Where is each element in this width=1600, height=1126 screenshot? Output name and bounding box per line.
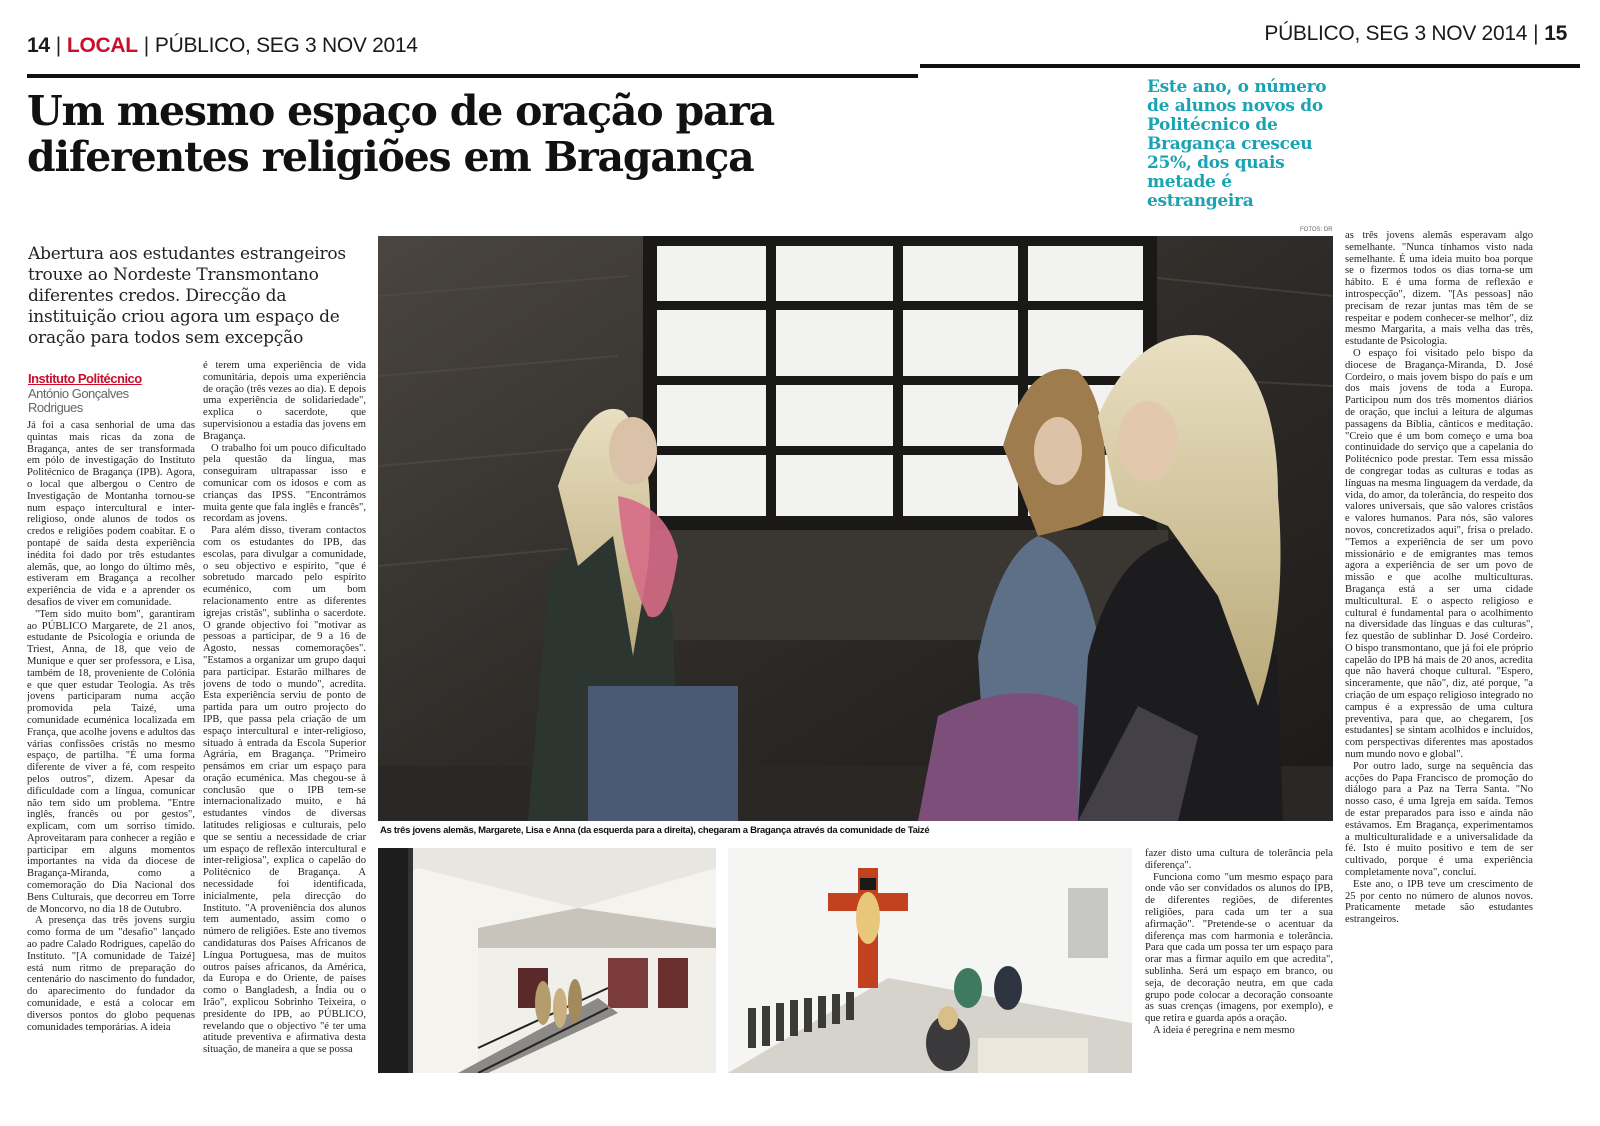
section-label: LOCAL (66, 34, 138, 57)
prayer-room-photo (728, 848, 1132, 1073)
col3-paragraph-3: A ideia é peregrina e nem mesmo (1153, 1024, 1295, 1036)
col2-paragraph-1: é terem uma experiência de vida comunitária, depois uma experiência de oração (três vezes ao dia). E depois uma experiência de solidariedade", explica o sacerdote, que supervisionou a estadia das jovens em Bragança. (203, 360, 366, 442)
col1-paragraph-3: A presença das três jovens surgiu como forma de um "desafio" lançado ao padre Calado Rodrigues, capelão do Instituto. "[A comunidade de Taizé] está num ritmo de preparação do centenário do nascimento do fundador, do aparecimento do fundador da comunidade, e está a colocar em diversos pontos do globo pequenas comunidades temporárias. A ideia (27, 915, 195, 1033)
main-photo-caption: As três jovens alemãs, Margarete, Lisa e Anna (da esquerda para a direita), chegaram a Bragança através da comunidade de Taizé (380, 825, 930, 836)
article-column-1 (27, 420, 195, 1072)
article-column-4 (1345, 230, 1533, 1075)
headline-line-2: diferentes religiões em Bragança (27, 133, 754, 181)
col2-paragraph-3: Para além disso, tiveram contactos com os estudantes do IPB, das escolas, para divulgar a comunidade, o seu objectivo e espírito, "que é sobretudo marcado pelo espírito ecuménico, com um bom relacionamento entre as diferentes igrejas cristãs", sublinha o sacerdote. O grande objectivo foi "motivar as pessoas a participar, de 9 a 16 de Agosto, nessas comemorações". "Estamos a organizar um grupo daqui para participar. Estarão milhares de jovens de todo o mundo", acredita. Esta experiência serviu de ponto de partida para um outro projecto do IPB, que passa pela criação de um espaço intercultural e inter-religioso, situado à entrada da Escola Superior Agrária, em Bragança. "Primeiro pensámos em criar um espaço para oração ecuménica. Mas chegou-se à conclusão que o IPB tem-se internacionalizado muito, e há estudantes vindos de diversas latitudes religiosas e culturais, pelo que se sentiu a necessidade de criar um espaço de reflexão intercultural e inter-religiosa", explica o capelão do Politécnico de Bragança. A necessidade foi identificada, inicialmente, pela direcção do Instituto. "A proveniência dos alunos tem aumentado, assim como o número de religiões. Este ano tivemos candidaturas dos Países Africanos de Língua Portuguesa, mas de muitos outros países africanos, da América, da Europa e do Oriente, de países como o Bangladesh, a Índia ou o Irão", explicou Sobrinho Teixeira, o presidente do IPB, ao PÚBLICO, revelando que o objectivo "é ter uma atitude preventiva e afirmativa desta situação, de maneira a que se possa (203, 525, 366, 1056)
pull-quote: Este ano, o número de alunos novos do Politécnico de Bragança cresceu 25%, dos quais metade é estrangeira (1147, 77, 1327, 211)
right-page-number: 15 (1544, 22, 1567, 45)
byline: António Gonçalves Rodrigues (28, 386, 129, 415)
deck: Abertura aos estudantes estrangeiros trouxe ao Nordeste Transmontano diferentes credos. Direcção da instituição criou agora um espaço de oração para todos sem excepção (28, 244, 346, 348)
left-publication-date: PÚBLICO, SEG 3 NOV 2014 (154, 34, 418, 57)
main-photo-image (378, 236, 1333, 821)
left-page-number: 14 (27, 34, 50, 57)
col4-paragraph-2: O espaço foi visitado pelo bispo da diocese de Bragança-Miranda, D. José Cordeiro, o mais jovem bispo do país e um dos mais jovens de toda a Europa. Participou num dos três momentos diários de oração, que inclui a leitura de algumas passagens da Bíblia, cânticos e meditação. "Creio que é um bom começo e uma boa continuidade do serviço que a capelania do Politécnico pode prestar. Tem essa missão de congregar todas as culturas e todas as línguas na mesma linguagem da verdade, da vida, do amor, da tolerância, do respeito dos valores universais, que são valores cristãos e valores humanos. Para nós, são valores novos, concretizados aqui", frisa o prelado. "Temos a experiência de ser um povo missionário e de emigrantes mas temos agora a experiência de ser um povo de missão e que acolhe multiculturas. Bragança está a ser uma cidade multicultural. E o aspecto religioso e cultural é fundamental para o acolhimento na diversidade das línguas e das culturas", fez questão de sublinhar D. José Cordeiro. O bispo transmontano, que já foi ele próprio capelão do IPB há mais de 20 anos, acredita que não haverá choque cultural. "Espero, sinceramente, que não", diz, até porque, "a criação de um espaço religioso integrado no campus é a expressão de uma cultura preventiva, para que, ao chegarem, [os estudantes] se sintam acolhidos e incluídos, com perspectivas diferentes mas apostados num mundo novo e global". (1345, 347, 1533, 761)
article-column-3 (1145, 848, 1333, 1072)
headline (27, 88, 927, 180)
col4-paragraph-3: Por outro lado, surge na sequência das acções do Papa Francisco de promoção do diálogo para a Paz na Terra Santa. "No nosso caso, é uma Igreja em saída. Temos de estar preparados para isso e ainda não estávamos. Em Bragança, experimentamos a multiculturalidade e a universalidade da fé. Isto é muito positivo e tem de ser cultivado, porque é uma experiência completamente nova", concluí. (1345, 760, 1533, 879)
building-photo (378, 848, 716, 1073)
col2-paragraph-2: O trabalho foi um pouco dificultado pela questão da língua, mas conseguiram ultrapassar isso e comunicar com os idosos e com as crianças das IPSS. "Encontrámos muita gente que fala inglês e francês", recordam as jovens. (203, 442, 366, 525)
headline-line-1: Um mesmo espaço de oração para (27, 87, 775, 135)
right-publication-date: PÚBLICO, SEG 3 NOV 2014 (1264, 22, 1528, 45)
building-photo-image (378, 848, 716, 1073)
right-header-rule (920, 64, 1580, 68)
col1-paragraph-1: Já foi a casa senhorial de uma das quintas mais ricas da zona de Bragança, antes de ser transformada em pólo de investigação do Instituto Politécnico de Bragança (IPB). Agora, o local que albergou o Centro de Investigação de Montanha tornou-se num espaço intercultural e inter-religioso, onde alunos de todos os credos e religiões podem coabitar. E o pontapé de saída desta experiência inédita foi dado por três estudantes alemãs, que, ao longo do último mês, estiveram em Bragança a recolher experiência de vida e a aprender os desafios de viver em comunidade. (27, 420, 195, 608)
col3-paragraph-1: fazer disto uma cultura de tolerância pela diferença". (1145, 848, 1333, 871)
col4-paragraph-1: as três jovens alemãs esperavam algo semelhante. "Nunca tínhamos visto nada semelhante. É uma ideia muito boa porque se o fizermos todos os dias torna-se um hábito. E é uma forma de reflexão e introspecção", dizem. "[As pessoas] não precisam de rezar juntas mas têm de se respeitar e podem conhecer-se melhor", diz mesmo Margarita, a mais velha das três, estudante de Psicologia. (1345, 230, 1533, 348)
photo-credit: FOTOS: DR (1300, 227, 1333, 233)
col4-paragraph-4: Este ano, o IPB teve um crescimento de 25 por cento no número de alunos novos. Praticamente metade são estudantes estrangeiros. (1345, 878, 1533, 926)
left-page-header: 14 | LOCAL | PÚBLICO, SEG 3 NOV 2014 (27, 34, 418, 57)
col1-paragraph-2: "Tem sido muito bom", garantiram ao PÚBLICO Margarete, de 21 anos, estudante de Psicologia e oriunda de Triest, Anna, de 18, que veio de Munique e quer ser professora, e Lisa, também de 18, proveniente de Colónia e que quer estudar Teologia. As três jovens participaram numa acção promovida pela Taizé, uma comunidade ecuménica localizada em França, que acolhe jovens e adultos das várias confissões cristãs no mesmo espaço, de partilha. "É uma forma diferente de viver a fé, com respeito pelos outros", dizem. Apesar da dificuldade com a língua, comunicar não tem sido um problema. "Entre inglês, francês ou por gestos", explicam, com um sorriso tímido. Aproveitaram para conhecer a região e participar em alguns momentos importantes na vida da diocese de Bragança-Miranda, como a comemoração do Dia Nacional dos Bens Culturais, que decorreu em Torre de Moncorvo, no dia 18 de Outubro. (27, 608, 195, 915)
main-photo (378, 236, 1333, 821)
right-page-header: PÚBLICO, SEG 3 NOV 2014 | 15 (1264, 22, 1567, 45)
article-column-2 (203, 360, 366, 1072)
col3-paragraph-2: Funciona como "um mesmo espaço para onde vão ser convidados os alunos do IPB, de diferentes regiões, de diferentes religiões, para cada um ter a sua afirmação". "Pretende-se o acentuar da diferença mas com harmonia e tolerância. Para que cada um possa ter um espaço para orar mas a firmar aquilo em que acredita", sublinha. Será um espaço em branco, ou seja, de decoração neutra, em que cada grupo pode colocar a decoração consoante as suas crenças (imagens, por exemplo), e que retira e guarda após a oração. (1145, 871, 1333, 1025)
kicker: Instituto Politécnico (28, 371, 142, 386)
left-header-rule (27, 74, 918, 78)
prayer-room-photo-image (728, 848, 1132, 1073)
